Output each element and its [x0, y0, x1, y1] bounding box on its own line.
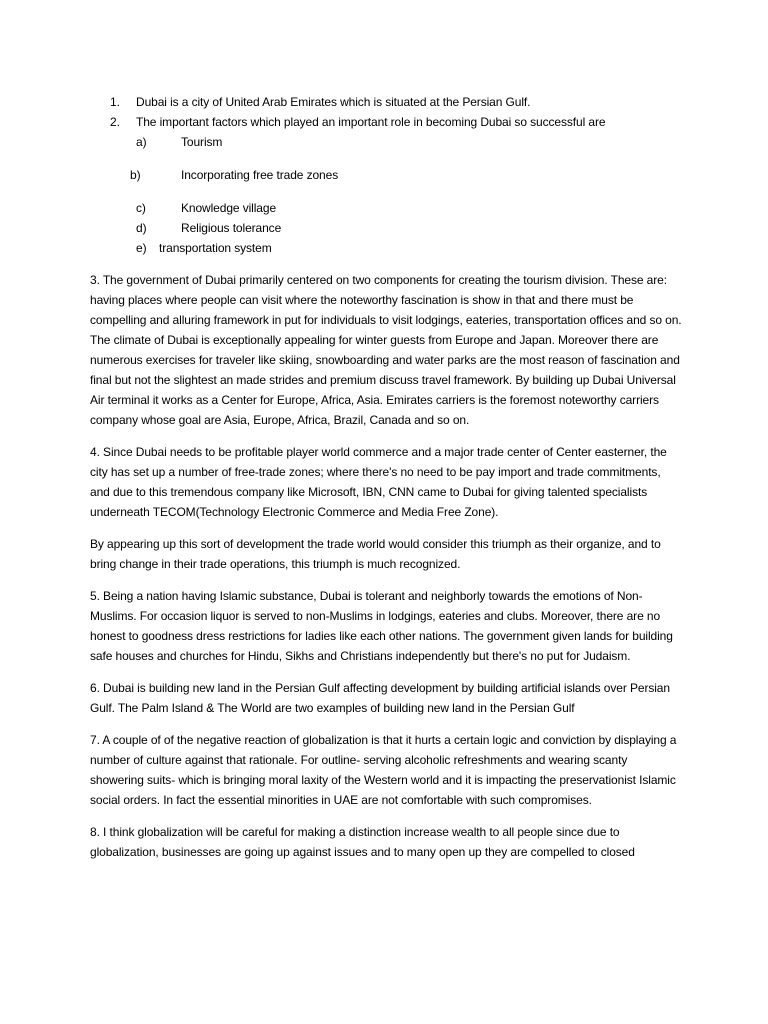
factor-text: Incorporating free trade zones [181, 168, 339, 182]
document-body [90, 92, 682, 862]
list-number: 2. [110, 115, 120, 129]
paragraph-5: 5. Being a nation having Islamic substance, Dubai is tolerant and neighborly towards the emotions of Non-Muslims. For occasion liquor is served to non-Muslims in lodgings, eateries and clubs. Moreover, there are no honest to goodness dress restrictions for ladies like each other nations. The government given lands for building safe houses and churches for Hindu, Sikhs and Christians independently but there's no put for Judaism. [90, 589, 673, 663]
list-item-2 [90, 112, 682, 132]
factor-text: Religious tolerance [181, 221, 282, 235]
paragraph-4-continued: By appearing up this sort of development the trade world would consider this triumph as their organize, and to bring change in their trade operations, this triumph is much recognized. [90, 537, 661, 571]
paragraph-7: 7. A couple of of the negative reaction of globalization is that it hurts a certain logic and conviction by displaying a number of culture against that rationale. For outline- serving alcoholic refreshments and wearing scanty showering suits- which is bringing moral laxity of the Western world and it is impacting the preservationist Islamic social orders. In fact the essential minorities in UAE are not comfortable with such compromises. [90, 733, 677, 807]
factor-item-e [90, 238, 682, 258]
list-text: Dubai is a city of United Arab Emirates which is situated at the Persian Gulf. [136, 95, 531, 109]
factor-text: transportation system [159, 241, 272, 255]
factor-label: a) [136, 135, 147, 149]
paragraph-4: 4. Since Dubai needs to be profitable player world commerce and a major trade center of Center easterner, the city has set up a number of free-trade zones; where there's no need to be pay import and trade commitments, and due to this tremendous company like Microsoft, IBN, CNN came to Dubai for giving talented specialists underneath TECOM(Technology Electronic Commerce and Media Free Zone). [90, 445, 667, 519]
list-item-1 [90, 92, 682, 112]
paragraph-3: 3. The government of Dubai primarily centered on two components for creating the tourism division. These are: having places where people can visit where the noteworthy fascination is show in that and there must be compelling and alluring framework in put for individuals to visit lodgings, eateries, transportation offices and so on. The climate of Dubai is exceptionally appealing for winter guests from Europe and Japan. Moreover there are numerous exercises for traveler like skiing, snowboarding and water parks are the most reason of fascination and final but not the slightest an made strides and premium discuss travel framework. By building up Dubai Universal Air terminal it works as a Center for Europe, Africa, Asia. Emirates carriers is the foremost noteworthy carriers company whose goal are Asia, Europe, Africa, Brazil, Canada and so on. [90, 273, 682, 427]
paragraph-8: 8. I think globalization will be careful for making a distinction increase wealth to all people since due to globalization, businesses are going up against issues and to many open up they are compelled to closed [90, 825, 635, 859]
factor-item-b [90, 165, 682, 185]
factor-label: c) [136, 201, 146, 215]
factor-label: e) [136, 241, 147, 255]
factor-item-c [90, 198, 682, 218]
paragraph-6: 6. Dubai is building new land in the Persian Gulf affecting development by building artificial islands over Persian Gulf. The Palm Island & The World are two examples of building new land in the Persian Gulf [90, 681, 670, 715]
factor-label: d) [136, 221, 147, 235]
factor-text: Knowledge village [181, 201, 277, 215]
factor-item-d [90, 218, 682, 238]
factor-item-a [90, 132, 682, 152]
list-text: The important factors which played an important role in becoming Dubai so successful are [136, 115, 606, 129]
factor-label: b) [130, 168, 141, 182]
list-number: 1. [110, 95, 120, 109]
factor-text: Tourism [181, 135, 223, 149]
